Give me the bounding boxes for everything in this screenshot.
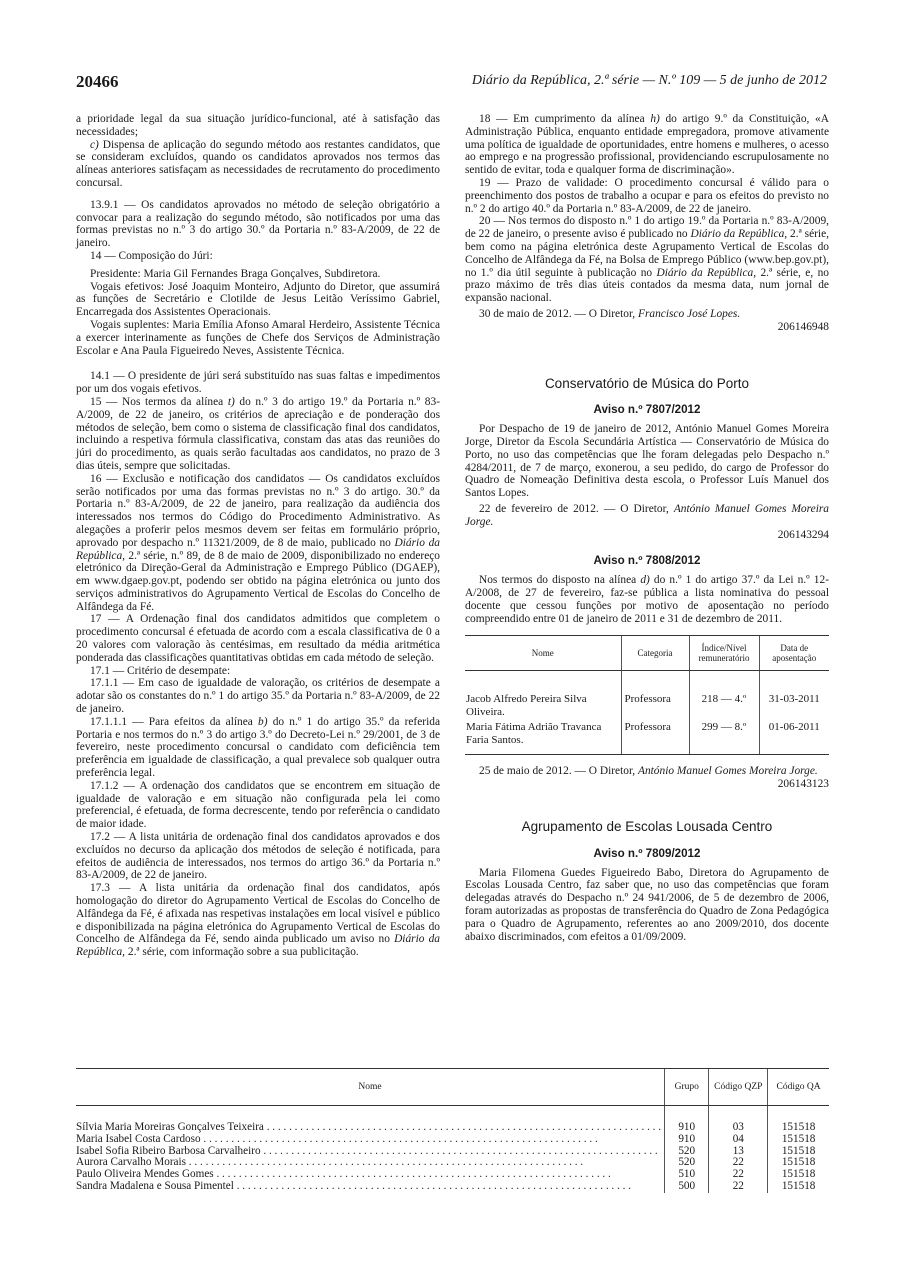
paragraph: 17.1.2 — A ordenação dos candidatos que se encontrem em situação de igualdade de valoração e em situação não configurada pela lei como preferencial, é efetuada, de forma decrescente, tendo por referência o candidato de maior idade.: [76, 779, 440, 831]
group-cell: 500: [665, 1181, 709, 1193]
paragraph: 14 — Composição do Júri:: [90, 249, 213, 262]
paragraph: 17 — A Ordenação final dos candidatos admitidos que completem o procedimento concursal é efetuada de acordo com a escala classificativa de 0 a 20 valores com valoração às centésimas, em resultado da média aritmética ponderada das classificações quantitativas obtidas em cada método de seleção.: [76, 613, 440, 664]
qzp-cell: 13: [709, 1146, 768, 1158]
category-cell: Professora: [621, 720, 689, 755]
table-row: [76, 1134, 829, 1146]
name-cell: Sandra Madalena e Sousa Pimentel . . .: [76, 1181, 665, 1193]
table-row: [76, 1157, 829, 1169]
column-header: Código QA: [768, 1069, 829, 1106]
name-cell: Paulo Oliveira Mendes Gomes . . .: [76, 1169, 665, 1181]
qa-cell: 151518: [768, 1146, 829, 1158]
name-cell: Sílvia Maria Moreiras Gonçalves Teixeira . . .: [76, 1106, 665, 1134]
aviso-title: Aviso n.º 7808/2012: [593, 554, 701, 568]
aviso-title: Aviso n.º 7809/2012: [593, 846, 701, 860]
group-cell: 520: [665, 1157, 709, 1169]
category-cell: Professora: [621, 671, 689, 720]
qzp-cell: 04: [709, 1134, 768, 1146]
paragraph: 19 — Prazo de validade: O procedimento concursal é válido para o preenchimento dos postos de trabalho a ocupar e para os efeitos do previsto no n.º 2 do artigo 40.º da Portaria n.º 83-A/2009, de 22 de janeiro.: [465, 176, 829, 215]
name-cell: Maria Fátima Adrião Travanca Faria Santos.: [465, 720, 621, 755]
paragraph: Vogais efetivos: José Joaquim Monteiro, Adjunto do Diretor, que assumirá as funções de Secretário e Clotilde de Jesus Leitão Veríssimo Gabriel, Encarregada dos Assistentes Operacionais.: [76, 280, 440, 319]
group-cell: 910: [665, 1134, 709, 1146]
section-title: Agrupamento de Escolas Lousada Centro: [521, 819, 773, 835]
table-row: [465, 671, 829, 720]
qzp-cell: 22: [709, 1169, 768, 1181]
date-cell: 01-06-2011: [759, 720, 829, 755]
paragraph: 20 — Nos termos do disposto n.º 1 do artigo 19.º da Portaria n.º 83-A/2009, de 22 de janeiro, o presente aviso é publicado no Diário da República, 2.ª série, bem como na página eletrónica deste Agrupamento Vertical de Escolas do Concelho de Alfândega da Fé, na Bolsa de Emprego Público (www.bep.gov.pt), no 1.º dia útil seguinte à publicação no Diário da República, 2.ª série, e, no prazo máximo de três dias úteis contados da mesma data, num jornal de expansão nacional.: [465, 215, 829, 305]
paragraph: c) Dispensa de aplicação do segundo método aos restantes candidatos, que se consideram excluídos, quando os candidatos aprovados nos termos das alíneas anteriores satisfaçam as necessidades de recrutamento do procedimento concursal.: [76, 138, 440, 189]
paragraph: 18 — Em cumprimento da alínea h) do artigo 9.º da Constituição, «A Administração Pública, enquanto entidade empregadora, promove ativamente uma política de igualdade de oportunidades, entre homens e mulheres, o acesso ao emprego e na progressão profissional, providenciando escrupulosamente no sentido de evitar, toda e qualquer forma de discriminação».: [465, 113, 829, 177]
paragraph: Por Despacho de 19 de janeiro de 2012, António Manuel Gomes Moreira Jorge, Diretor da Escola Secundária Artística — Conservatório de Música do Porto, no uso das competências que lhe foram delegadas pelo Despacho n.º 4284/2011, de 7 de março, exonerou, a seu pedido, do cargo de Professor do Quadro de Nomeação Definitiva desta escola, o Professor Luís Manuel dos Santos Lopes.: [465, 423, 829, 500]
column-header: Categoria: [621, 636, 689, 671]
paragraph: 15 — Nos termos da alínea t) do n.º 3 do artigo 19.º da Portaria n.º 83-A/2009, de 22 de janeiro, os critérios de apreciação e de ponderação dos métodos de seleção, bem como o sistema de classificação final dos candidatos, incluindo a respetiva fórmula classificativa, constam das atas das reuniões do júri do procedimento, as quais serão facultadas aos candidatos, no prazo de 3 dias úteis, sempre que solicitadas.: [76, 395, 440, 472]
group-cell: 520: [665, 1146, 709, 1158]
qzp-cell: 22: [709, 1181, 768, 1193]
table-row: [76, 1169, 829, 1181]
paragraph: Nos termos do disposto na alínea d) do n.º 1 do artigo 37.º da Lei n.º 12-A/2008, de 27 de fevereiro, faz-se pública a lista nominativa do pessoal docente que cessou funções por motivo de aposentação no período compreendido entre 01 de janeiro de 2011 e 31 de dezembro de 2011.: [465, 574, 829, 625]
paragraph: 13.9.1 — Os candidatos aprovados no método de seleção obrigatório a convocar para a realização do segundo método, são notificados por uma das formas previstas no n.º 3 do artigo 30.º da Portaria n.º 83-A/2009, de 22 de janeiro.: [76, 198, 440, 250]
group-cell: 910: [665, 1106, 709, 1134]
name-cell: Aurora Carvalho Morais . . .: [76, 1157, 665, 1169]
column-header: Índice/Nível remuneratório: [689, 636, 759, 671]
paragraph: 17.3 — A lista unitária da ordenação final dos candidatos, após homologação do diretor do Agrupamento Vertical de Escolas do Concelho de Alfândega da Fé, é afixada nas respetivas instalações em local visível e público e disponibilizada na página eletrónica do Agrupamento Vertical de Escolas do Concelho de Alfândega da Fé, sendo ainda publicado um aviso no Diário da República, 2.ª série, com informação sobre a sua publicitação.: [76, 882, 440, 959]
signature: 30 de maio de 2012. — O Diretor, Francisco José Lopes.: [479, 307, 741, 320]
group-cell: 510: [665, 1169, 709, 1181]
paragraph: Presidente: Maria Gil Fernandes Braga Gonçalves, Subdiretora.: [90, 267, 381, 280]
column-header: Nome: [76, 1069, 665, 1106]
column-header: Data de aposentação: [759, 636, 829, 671]
paragraph: 17.1 — Critério de desempate:: [90, 664, 231, 677]
table-row: [76, 1146, 829, 1158]
paragraph: Maria Filomena Guedes Figueiredo Babo, Diretora do Agrupamento de Escolas Lousada Centro, faz saber que, no uso das competências que foram delegadas através do Despacho n.º 24 941/2006, de 5 de dezembro de 2006, foram autorizadas as propostas de transferência do Quadro de Zona Pedagógica para o Quadro de Agrupamento, referentes ao ano 2009/2010, dos docente abaixo discriminados, com efeitos a 01/09/2009.: [465, 866, 829, 943]
retirement-table: [465, 635, 829, 755]
reference-number: 206143123: [777, 778, 829, 791]
paragraph: 17.2 — A lista unitária de ordenação final dos candidatos aprovados e dos excluídos no decurso da aplicação dos métodos de seleção é notificada, para efeitos de audiência de interessados, nos termos do artigo 36.º da Portaria n.º 83-A/2009, de 22 de janeiro.: [76, 831, 440, 882]
name-cell: Maria Isabel Costa Cardoso . . .: [76, 1134, 665, 1146]
qa-cell: 151518: [768, 1106, 829, 1134]
aviso-title: Aviso n.º 7807/2012: [593, 403, 701, 417]
qa-cell: 151518: [768, 1169, 829, 1181]
name-cell: Isabel Sofia Ribeiro Barbosa Carvalheiro . . .: [76, 1146, 665, 1158]
paragraph: 16 — Exclusão e notificação dos candidatos — Os candidatos excluídos serão notificados por uma das formas previstas no n.º 3 do artigo. 30.º da Portaria n.º 83-A/2009, de 22 de janeiro, para realização da audiência dos interessados nos termos do Código do Procedimento Administrativo. As alegações a proferir pelos mesmos devem ser feitas em formulário próprio, aprovado por despacho n.º 11321/2009, de 8 de maio, publicado no Diário da República, 2.ª série, n.º 89, de 8 de maio de 2009, disponibilizado no endereço eletrónico da Direção-Geral da Administração e Emprego Público (DGAEP), em www.dgaep.gov.pt, podendo ser obtido na página eletrónica ou junto dos serviços administrativos do Agrupamento Vertical de Escolas do Concelho de Alfândega da Fé.: [76, 472, 440, 613]
paragraph: Vogais suplentes: Maria Emília Afonso Amaral Herdeiro, Assistente Técnica a exercer interinamente as funções de Chefe dos Serviços de Administração Escolar e Ana Paula Figueiredo Neves, Assistente Técnica.: [76, 318, 440, 357]
column-header: Código QZP: [709, 1069, 768, 1106]
table-row: [76, 1106, 829, 1134]
column-header: Grupo: [665, 1069, 709, 1106]
paragraph: 17.1.1.1 — Para efeitos da alínea b) do n.º 1 do artigo 35.º da referida Portaria e nos termos do n.º 3 do artigo 3.º do Decreto-Lei n.º 29/2001, de 3 de fevereiro, neste procedimento concursal o candidato com deficiência tem preferência em igualdade de classificação, a qual prevalece sob qualquer outra preferência legal.: [76, 715, 440, 780]
table-row: [76, 1181, 829, 1193]
qzp-cell: 22: [709, 1157, 768, 1169]
transfer-table: [76, 1068, 829, 1193]
table-row: [465, 720, 829, 755]
reference-number: 206146948: [777, 320, 829, 333]
publication-title: Diário da República, 2.ª série — N.º 109 — 5 de junho de 2012: [471, 73, 827, 88]
section-title: Conservatório de Música do Porto: [544, 375, 750, 391]
paragraph: 17.1.1 — Em caso de igualdade de valoração, os critérios de desempate a adotar são os constantes do n.º 1 do artigo 35.º da Portaria n.º 83-A/2009, de 22 de janeiro.: [76, 677, 440, 716]
date-cell: 31-03-2011: [759, 671, 829, 720]
name-cell: Jacob Alfredo Pereira Silva Oliveira.: [466, 693, 587, 719]
signature: 22 de fevereiro de 2012. — O Diretor, António Manuel Gomes Moreira Jorge.: [465, 502, 829, 528]
page-number: 20466: [76, 72, 119, 91]
index-cell: 218 — 4.º: [689, 671, 759, 720]
right-column: [465, 113, 829, 943]
signature: 25 de maio de 2012. — O Diretor, António Manuel Gomes Moreira Jorge.: [479, 765, 818, 778]
column-header: Nome: [465, 636, 621, 671]
paragraph: a prioridade legal da sua situação jurídico-funcional, até à satisfação das necessidades;: [76, 113, 440, 138]
reference-number: 206143294: [777, 528, 829, 541]
left-column: [76, 113, 440, 959]
qa-cell: 151518: [768, 1181, 829, 1193]
qa-cell: 151518: [768, 1157, 829, 1169]
index-cell: 299 — 8.º: [689, 720, 759, 755]
qzp-cell: 03: [709, 1106, 768, 1134]
qa-cell: 151518: [768, 1134, 829, 1146]
paragraph: 14.1 — O presidente de júri será substituído nas suas faltas e impedimentos por um dos vogais efetivos.: [76, 370, 440, 396]
